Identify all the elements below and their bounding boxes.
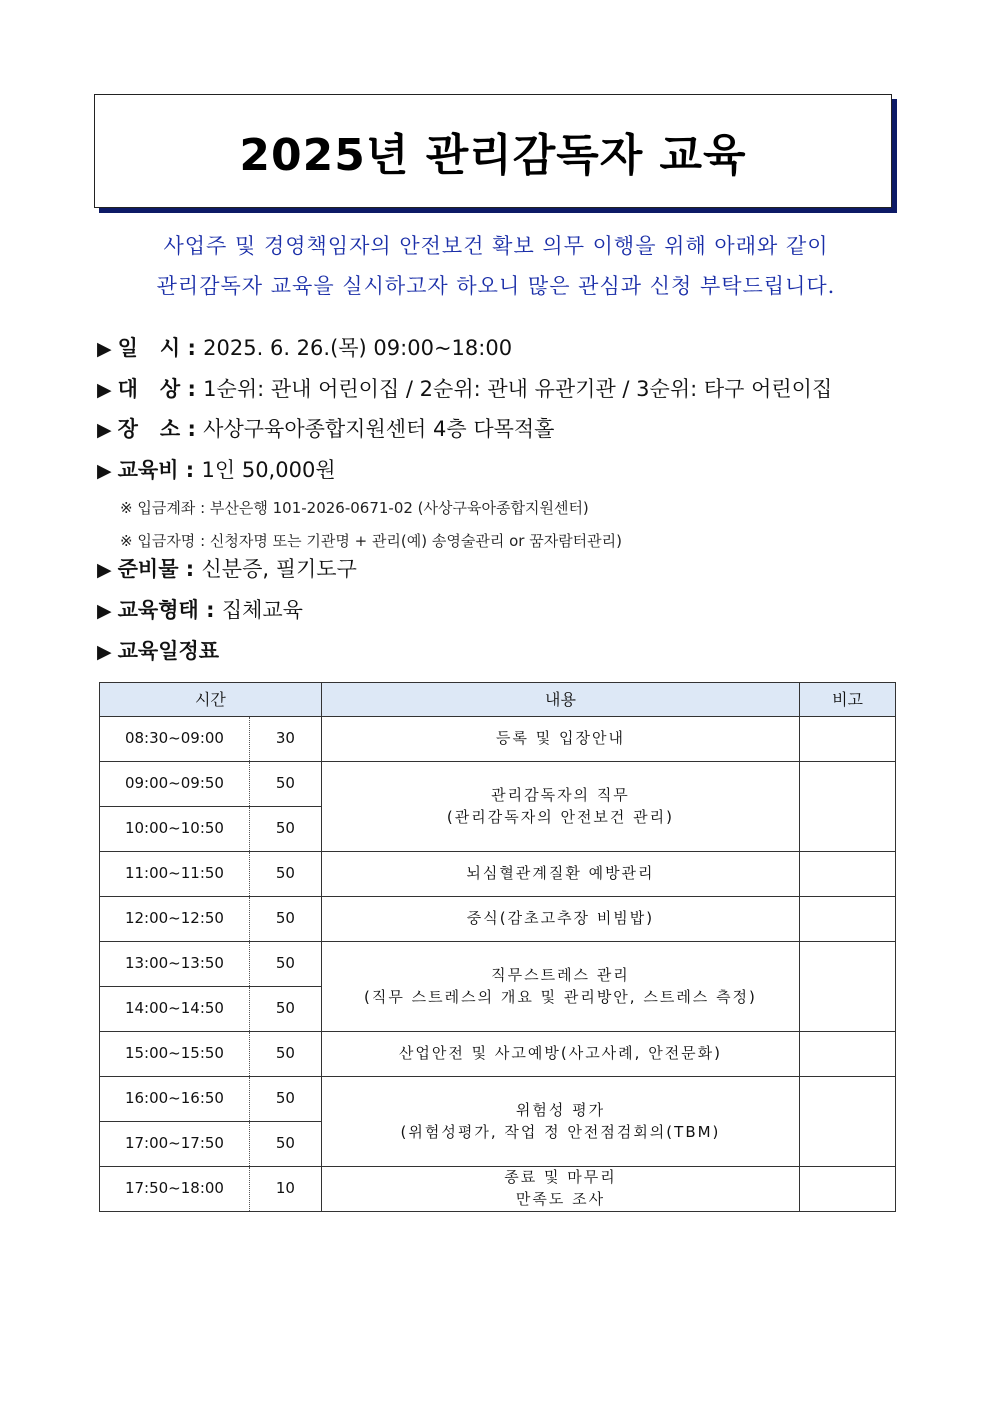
info-label: 장 소	[117, 417, 181, 441]
time-cell: 17:00~17:50	[100, 1122, 250, 1167]
minutes-cell: 50	[249, 897, 321, 942]
info-label: 교육형태	[117, 598, 199, 622]
header-content: 내용	[321, 683, 799, 717]
time-cell: 16:00~16:50	[100, 1077, 250, 1122]
info-fee: ▶ 교육비 : 1인 50,000원	[97, 458, 336, 482]
note-cell	[800, 762, 896, 852]
header-note: 비고	[800, 683, 896, 717]
note-cell	[800, 717, 896, 762]
info-place: ▶ 장 소 : 사상구육아종합지원센터 4층 다목적홀	[97, 417, 555, 441]
note-cell	[800, 1032, 896, 1077]
triangle-right-icon: ▶	[97, 460, 112, 482]
note-cell	[800, 942, 896, 1032]
content-cell: 등록 및 입장안내	[321, 717, 799, 762]
time-cell: 09:00~09:50	[100, 762, 250, 807]
table-row	[100, 852, 896, 897]
time-cell: 13:00~13:50	[100, 942, 250, 987]
content-cell: 종료 및 마무리 만족도 조사	[321, 1167, 799, 1212]
minutes-cell: 50	[249, 852, 321, 897]
table-row	[100, 897, 896, 942]
info-label: 대 상	[117, 377, 181, 401]
note-depositor: ※ 입금자명 : 신청자명 또는 기관명 + 관리(예) 송영술관리 or 꿈자람터관리)	[120, 532, 623, 550]
content-cell: 직무스트레스 관리 (직무 스트레스의 개요 및 관리방안, 스트레스 측정)	[321, 942, 799, 1032]
table-row	[100, 1032, 896, 1077]
triangle-right-icon: ▶	[97, 600, 112, 622]
header-time: 시간	[100, 683, 322, 717]
info-value: 1순위: 관내 어린이집 / 2순위: 관내 유관기관 / 3순위: 타구 어린이집	[203, 377, 833, 401]
table-row	[100, 1077, 896, 1122]
info-value: 사상구육아종합지원센터 4층 다목적홀	[203, 417, 555, 441]
content-cell: 산업안전 및 사고예방(사고사례, 안전문화)	[321, 1032, 799, 1077]
minutes-cell: 50	[249, 762, 321, 807]
minutes-cell: 50	[249, 1122, 321, 1167]
title-box	[94, 94, 892, 208]
triangle-right-icon: ▶	[97, 379, 112, 401]
time-cell: 08:30~09:00	[100, 717, 250, 762]
info-schedule-heading	[97, 635, 219, 665]
triangle-right-icon: ▶	[97, 641, 112, 663]
content-cell: 위험성 평가 (위험성평가, 작업 정 안전점검회의(TBM)	[321, 1077, 799, 1167]
table-header-row	[100, 683, 896, 717]
page-title: 2025년 관리감독자 교육	[239, 130, 747, 181]
minutes-cell: 50	[249, 942, 321, 987]
info-value: 집체교육	[221, 598, 303, 622]
time-cell: 15:00~15:50	[100, 1032, 250, 1077]
minutes-cell: 30	[249, 717, 321, 762]
table-row	[100, 1167, 896, 1212]
note-cell	[800, 852, 896, 897]
info-value: 신분증, 필기도구	[201, 557, 357, 581]
content-cell: 뇌심혈관계질환 예방관리	[321, 852, 799, 897]
info-format: ▶ 교육형태 : 집체교육	[97, 598, 303, 622]
info-date: ▶ 일 시 : 2025. 6. 26.(목) 09:00~18:00	[97, 336, 513, 360]
schedule-table	[99, 682, 896, 1212]
time-cell: 10:00~10:50	[100, 807, 250, 852]
time-cell: 14:00~14:50	[100, 987, 250, 1032]
table-row	[100, 942, 896, 987]
intro-line-1: 사업주 및 경영책임자의 안전보건 확보 의무 이행을 위해 아래와 같이	[163, 234, 829, 258]
table-row	[100, 762, 896, 807]
triangle-right-icon: ▶	[97, 419, 112, 441]
time-cell: 17:50~18:00	[100, 1167, 250, 1212]
info-label: 일 시	[117, 336, 181, 360]
info-label: 준비물	[117, 557, 179, 581]
note-cell	[800, 1077, 896, 1167]
content-cell: 관리감독자의 직무 (관리감독자의 안전보건 관리)	[321, 762, 799, 852]
time-cell: 12:00~12:50	[100, 897, 250, 942]
note-cell	[800, 1167, 896, 1212]
minutes-cell: 50	[249, 1077, 321, 1122]
info-value: 2025. 6. 26.(목) 09:00~18:00	[203, 336, 513, 360]
note-account: ※ 입금계좌 : 부산은행 101-2026-0671-02 (사상구육아종합지원센터)	[120, 499, 589, 517]
triangle-right-icon: ▶	[97, 559, 112, 581]
info-target: ▶ 대 상 : 1순위: 관내 어린이집 / 2순위: 관내 유관기관 / 3순위: 타구 어린이집	[97, 377, 833, 401]
info-label: 교육일정표	[117, 639, 220, 663]
content-cell: 중식(감초고추장 비빔밥)	[321, 897, 799, 942]
triangle-right-icon: ▶	[97, 338, 112, 360]
minutes-cell: 10	[249, 1167, 321, 1212]
time-cell: 11:00~11:50	[100, 852, 250, 897]
minutes-cell: 50	[249, 807, 321, 852]
intro-line-2: 관리감독자 교육을 실시하고자 하오니 많은 관심과 신청 부탁드립니다.	[156, 274, 836, 298]
minutes-cell: 50	[249, 987, 321, 1032]
info-label: 교육비	[117, 458, 179, 482]
info-supplies: ▶ 준비물 : 신분증, 필기도구	[97, 557, 357, 581]
note-cell	[800, 897, 896, 942]
info-value: 1인 50,000원	[201, 458, 336, 482]
table-row	[100, 717, 896, 762]
minutes-cell: 50	[249, 1032, 321, 1077]
